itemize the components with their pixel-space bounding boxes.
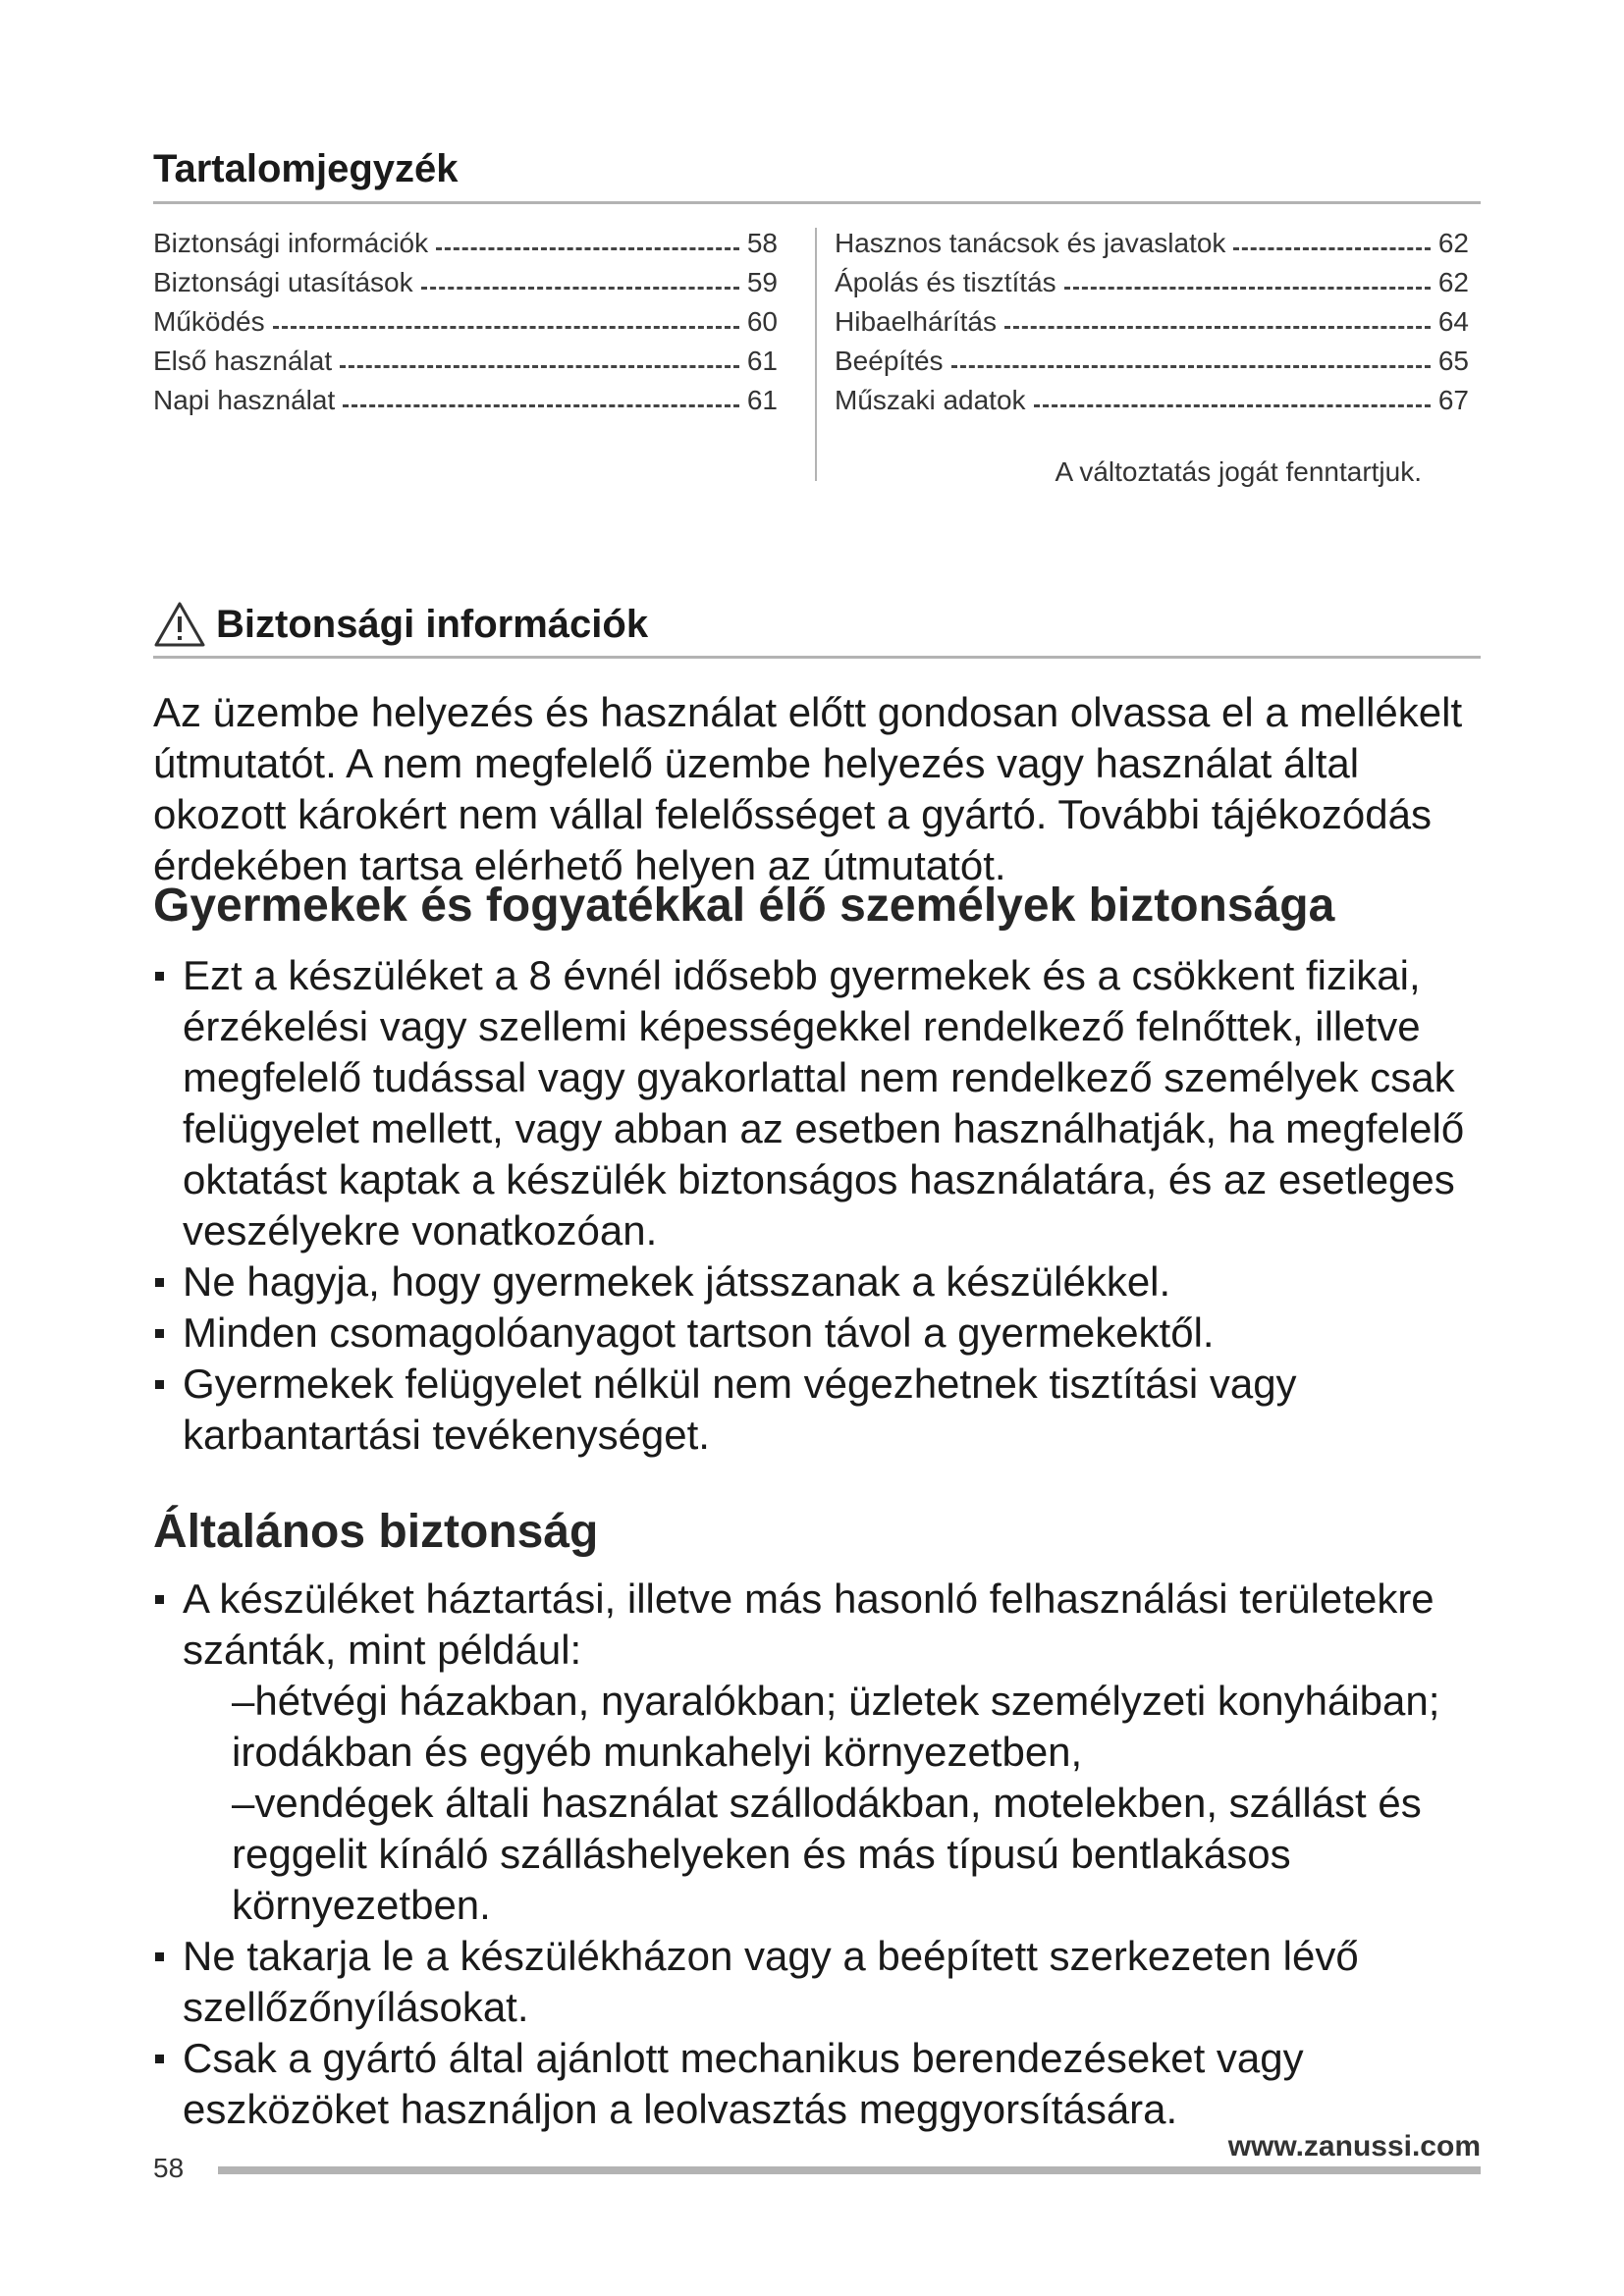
toc-entry-label: Működés — [153, 306, 265, 337]
toc-entry-label: Biztonsági utasítások — [153, 267, 413, 297]
toc-left-column — [153, 228, 778, 424]
toc-entry[interactable] — [153, 306, 778, 346]
general-safety-heading: Általános biztonság — [153, 1506, 599, 1558]
toc-entry[interactable] — [835, 306, 1469, 346]
page-number: 58 — [153, 2153, 185, 2183]
toc-leader — [951, 365, 1431, 368]
toc-entry[interactable] — [153, 346, 778, 385]
toc-leader — [273, 326, 739, 329]
toc-leader — [343, 404, 739, 407]
toc-entry-page: 62 — [1437, 267, 1469, 297]
toc-leader — [1064, 287, 1431, 290]
toc-note: A változtatás jogát fenntartjuk. — [1055, 456, 1422, 487]
list-item: Ne hagyja, hogy gyermekek játsszanak a készülékkel. — [153, 1256, 1481, 1308]
warning-icon — [153, 601, 206, 648]
toc-entry-page: 59 — [746, 267, 778, 297]
toc-entry-page: 61 — [746, 385, 778, 415]
toc-entry-label: Hasznos tanácsok és javaslatok — [835, 228, 1226, 258]
toc-leader — [421, 287, 739, 290]
toc-leader — [1004, 326, 1431, 329]
toc-entry-page: 67 — [1437, 385, 1469, 415]
list-item — [153, 1574, 1481, 1931]
toc-leader — [340, 365, 739, 368]
toc-entry-label: Ápolás és tisztítás — [835, 267, 1056, 297]
toc-entry[interactable] — [835, 267, 1469, 306]
sub-list-item: –hétvégi házakban, nyaralókban; üzletek személyzeti konyháiban; irodákban és egyéb munkahelyi környezetben, — [232, 1678, 1440, 1775]
footer-rule — [218, 2166, 1481, 2174]
toc-leader — [1034, 404, 1431, 407]
toc-entry-label: Beépítés — [835, 346, 944, 376]
list-item: Gyermekek felügyelet nélkül nem végezhetnek tisztítási vagy karbantartási tevékenységet. — [153, 1359, 1481, 1461]
list-item: Ezt a készüléket a 8 évnél idősebb gyermekek és a csökkent fizikai, érzékelési vagy szellemi képességekkel rendelkező felnőttek, illetve megfelelő tudással vagy gyakorlattal nem rendelkező személyek csak felügyelet mellett, vagy abban az esetben használhatják, ha megfelelő oktatást kaptak a készülék biztonságos használatára, és az esetleges veszélyekre vonatkozóan. — [153, 950, 1481, 1256]
list-item: Minden csomagolóanyagot tartson távol a gyermekektől. — [153, 1308, 1481, 1359]
footer-url[interactable]: www.zanussi.com — [1227, 2130, 1481, 2163]
toc-entry-label: Napi használat — [153, 385, 336, 415]
toc-entry-page: 60 — [746, 306, 778, 337]
toc-entry[interactable] — [153, 228, 778, 267]
children-safety-heading: Gyermekek és fogyatékkal élő személyek biztonsága — [153, 880, 1335, 932]
toc-entry-label: Első használat — [153, 346, 333, 376]
toc-entry[interactable] — [835, 385, 1469, 424]
general-safety-list — [153, 1574, 1481, 2135]
toc-entry-page: 65 — [1437, 346, 1469, 376]
safety-section-header — [153, 601, 1481, 659]
toc-right-column — [835, 228, 1469, 424]
children-safety-list — [153, 950, 1481, 1461]
toc-column-divider — [815, 228, 817, 481]
toc-entry-page: 61 — [746, 346, 778, 376]
toc-entry-page: 58 — [746, 228, 778, 258]
toc-entry[interactable] — [835, 346, 1469, 385]
list-item: Csak a gyártó által ajánlott mechanikus berendezéseket vagy eszközöket használjon a leolvasztás meggyorsítására. — [153, 2033, 1481, 2135]
toc-entry-label: Műszaki adatok — [835, 385, 1026, 415]
toc-entry-page: 62 — [1437, 228, 1469, 258]
toc-entry-label: Hibaelhárítás — [835, 306, 997, 337]
sub-list-item: –vendégek általi használat szállodákban, motelekben, szállást és reggelit kínáló szálláshelyeken és más típusú bentlakásos környezetben. — [232, 1780, 1422, 1928]
toc-entry[interactable] — [153, 385, 778, 424]
toc-title: Tartalomjegyzék — [153, 147, 1481, 204]
list-item-text: A készüléket háztartási, illetve más hasonló felhasználási területekre szánták, mint például: — [183, 1575, 1435, 1673]
usage-examples-list — [183, 1676, 1481, 1931]
safety-intro-paragraph: Az üzembe helyezés és használat előtt gondosan olvassa el a mellékelt útmutatót. A nem megfelelő üzembe helyezés vagy használat által okozott károkért nem vállal felelősséget a gyártó. További tájékozódás érdekében tartsa elérhető helyen az útmutatót. — [153, 689, 1463, 888]
toc-leader — [436, 247, 739, 250]
toc-entry-label: Biztonsági információk — [153, 228, 429, 258]
toc-entry-page: 64 — [1437, 306, 1469, 337]
section-title: Biztonsági információk — [216, 602, 649, 646]
list-item: Ne takarja le a készülékházon vagy a beépített szerkezeten lévő szellőzőnyílásokat. — [153, 1931, 1481, 2033]
toc-leader — [1233, 247, 1430, 250]
toc-entry[interactable] — [835, 228, 1469, 267]
toc-entry[interactable] — [153, 267, 778, 306]
